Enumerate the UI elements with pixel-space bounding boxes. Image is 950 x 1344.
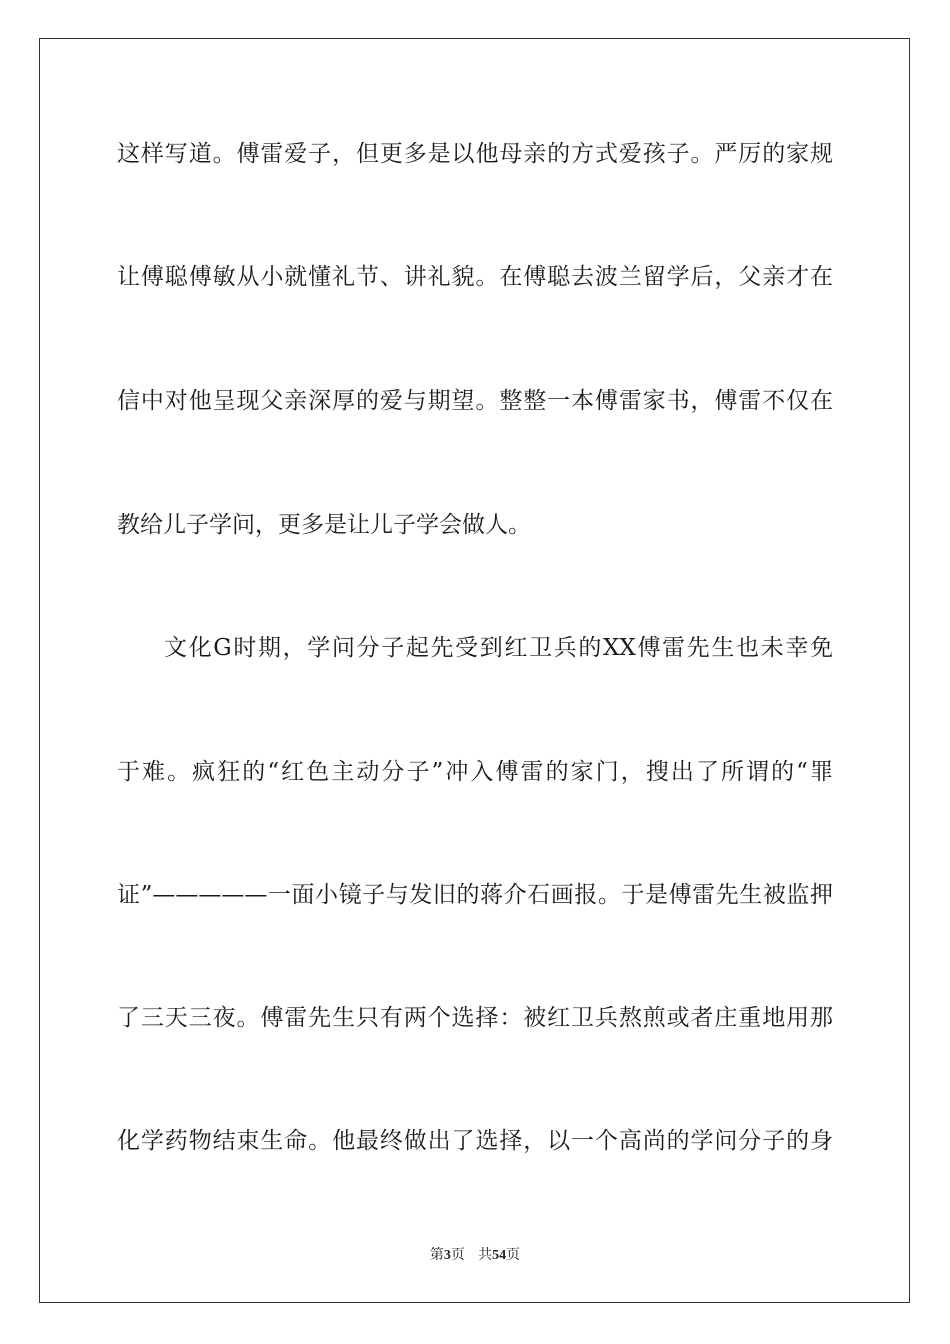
text-line-1: 这样写道。傅雷爱子，但更多是以他母亲的方式爱孩子。严厉的家规: [117, 141, 833, 167]
text-line-7: 证”—————一面小镜子与发旧的蒋介石画报。于是傅雷先生被监押: [117, 882, 833, 908]
total-suffix: 页: [506, 1247, 521, 1263]
page-prefix: 第: [429, 1247, 444, 1263]
text-line-5: 文化G时期，学问分子起先受到红卫兵的XX傅雷先生也未幸免: [164, 635, 833, 661]
page-number: 3: [443, 1248, 451, 1263]
text-line-4: 教给儿子学问，更多是让儿子学会做人。: [117, 512, 531, 538]
text-line-2: 让傅聪傅敏从小就懂礼节、讲礼貌。在傅聪去波兰留学后，父亲才在: [117, 264, 833, 290]
text-line-9: 化学药物结束生命。他最终做出了选择，以一个高尚的学问分子的身: [117, 1128, 833, 1154]
text-line-8: 了三天三夜。傅雷先生只有两个选择：被红卫兵熬煎或者庄重地用那: [117, 1005, 833, 1031]
total-prefix: 共: [478, 1247, 493, 1263]
page-border: [39, 38, 910, 1303]
text-line-3: 信中对他呈现父亲深厚的爱与期望。整整一本傅雷家书，傅雷不仅在: [117, 388, 833, 414]
page-suffix: 页: [450, 1247, 465, 1263]
total-pages: 54: [492, 1248, 507, 1263]
page-footer: [0, 1246, 950, 1265]
text-line-6: 于难。疯狂的“红色主动分子”冲入傅雷的家门，搜出了所谓的“罪: [117, 759, 833, 785]
